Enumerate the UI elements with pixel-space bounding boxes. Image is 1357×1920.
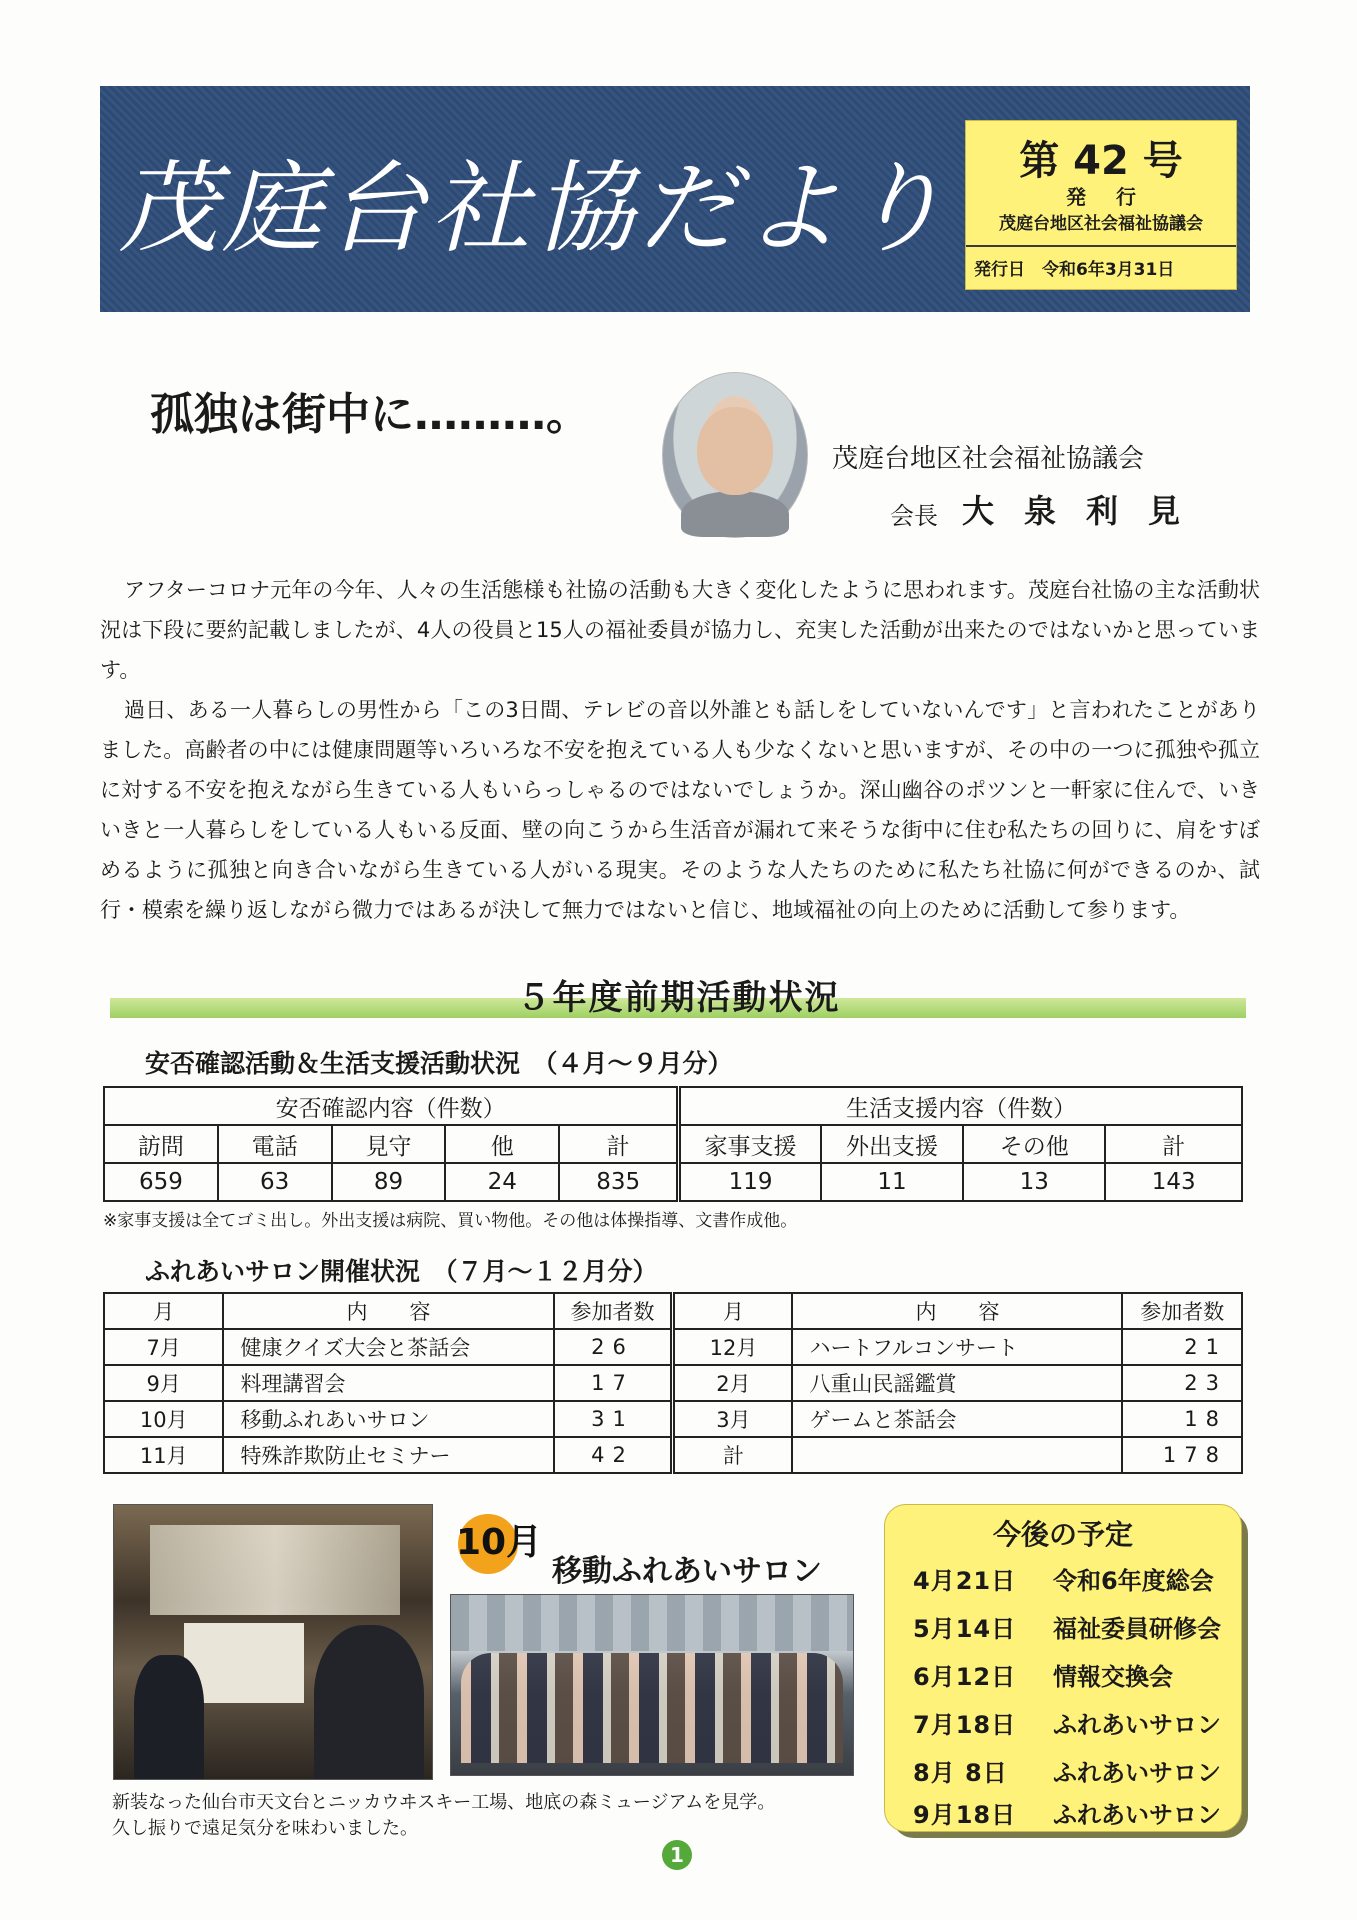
content-cell: 移動ふれあいサロン — [223, 1401, 553, 1437]
page-number: 1 — [662, 1840, 692, 1870]
table-cell: 11 — [821, 1163, 963, 1201]
caption-line: 新装なった仙台市天文台とニッカウヰスキー工場、地底の森ミュージアムを見学。 — [112, 1792, 776, 1813]
group-photo — [450, 1594, 854, 1776]
table-cell: 63 — [218, 1163, 332, 1201]
photo-group — [461, 1653, 843, 1763]
month-badge-label: 10月 — [456, 1522, 543, 1563]
column-header: 計 — [559, 1125, 678, 1163]
table-row — [104, 1437, 1242, 1473]
count-cell: 26 — [554, 1329, 673, 1365]
content-cell: ハートフルコンサート — [792, 1329, 1122, 1365]
column-header: 参加者数 — [1122, 1293, 1242, 1329]
column-header: 外出支援 — [821, 1125, 963, 1163]
schedule-box — [884, 1504, 1242, 1832]
table-row — [104, 1087, 1242, 1125]
column-header: 月 — [104, 1293, 223, 1329]
column-header: 月 — [673, 1293, 792, 1329]
total-count-cell: 178 — [1122, 1437, 1242, 1473]
table-cell: 13 — [963, 1163, 1105, 1201]
photo-caption — [112, 1790, 775, 1842]
portrait-body — [681, 491, 789, 537]
month-cell: 11月 — [104, 1437, 223, 1473]
issue-date: 発行日 令和6年3月31日 — [974, 260, 1175, 280]
month-cell: 12月 — [673, 1329, 792, 1365]
schedule-date: 7月18日 — [913, 1711, 1017, 1739]
schedule-date: 4月21日 — [913, 1567, 1017, 1595]
schedule-event: ふれあいサロン — [1053, 1711, 1221, 1739]
count-cell: 42 — [554, 1437, 673, 1473]
table-cell: 89 — [332, 1163, 446, 1201]
photo-window — [150, 1525, 400, 1615]
month-cell: 7月 — [104, 1329, 223, 1365]
mobile-salon-title: 移動ふれあいサロン — [552, 1554, 822, 1589]
column-header: 参加者数 — [554, 1293, 673, 1329]
schedule-item — [913, 1657, 1173, 1692]
newsletter-title: 茂庭台社協だより — [118, 150, 950, 267]
column-header: 家事支援 — [679, 1125, 821, 1163]
table-row — [104, 1401, 1242, 1437]
month-cell: 9月 — [104, 1365, 223, 1401]
schedule-title: 今後の予定 — [992, 1518, 1133, 1551]
count-cell: 23 — [1122, 1365, 1242, 1401]
table-cell: 659 — [104, 1163, 218, 1201]
schedule-date: 8月 8日 — [913, 1759, 1008, 1787]
count-cell: 31 — [554, 1401, 673, 1437]
schedule-event: 情報交換会 — [1053, 1663, 1173, 1691]
author-organization: 茂庭台地区社会福祉協議会 — [832, 444, 1145, 474]
content-cell: 料理講習会 — [223, 1365, 553, 1401]
column-header: その他 — [963, 1125, 1105, 1163]
publisher-name: 茂庭台地区社会福祉協議会 — [999, 214, 1203, 234]
column-header: 訪問 — [104, 1125, 218, 1163]
issue-number: 第 42 号 — [1019, 138, 1183, 184]
column-header: 電話 — [218, 1125, 332, 1163]
photo-visitor — [134, 1655, 204, 1779]
column-header: 内 容 — [223, 1293, 553, 1329]
table-cell: 24 — [445, 1163, 559, 1201]
schedule-event: 令和6年度総会 — [1053, 1567, 1214, 1595]
article-headline: 孤独は街中に………。 — [150, 389, 590, 440]
column-header: 計 — [1105, 1125, 1242, 1163]
schedule-event: ふれあいサロン — [1053, 1801, 1221, 1829]
author-name: 大泉利見 — [962, 492, 1211, 530]
table-row — [104, 1365, 1242, 1401]
schedule-item — [913, 1561, 1214, 1596]
month-cell: 10月 — [104, 1401, 223, 1437]
table-cell: 143 — [1105, 1163, 1242, 1201]
table-cell: 835 — [559, 1163, 678, 1201]
count-cell: 21 — [1122, 1329, 1242, 1365]
schedule-event: 福祉委員研修会 — [1053, 1615, 1221, 1643]
schedule-date: 9月18日 — [913, 1801, 1017, 1829]
publisher-label: 発行 — [1066, 185, 1166, 209]
table-cell: 119 — [679, 1163, 821, 1201]
safety-table-title: 安否確認活動＆生活支援活動状況 （４月～９月分） — [145, 1049, 733, 1078]
table-footnote: ※家事支援は全てゴミ出し。外出支援は病院、買い物他。その他は体操指導、文書作成他。 — [103, 1211, 798, 1231]
salon-schedule-table — [103, 1292, 1243, 1474]
table-row — [104, 1125, 1242, 1163]
safety-activity-table — [103, 1086, 1243, 1202]
schedule-item — [913, 1795, 1221, 1830]
photo-building — [451, 1595, 853, 1651]
month-cell: 2月 — [673, 1365, 792, 1401]
content-cell — [792, 1437, 1122, 1473]
portrait-face — [697, 407, 773, 495]
total-label-cell: 計 — [673, 1437, 792, 1473]
schedule-item — [913, 1753, 1221, 1788]
section-title: ５年度前期活動状況 — [516, 978, 841, 1018]
issue-info-box — [965, 120, 1237, 290]
president-portrait — [662, 372, 808, 538]
schedule-date: 6月12日 — [913, 1663, 1017, 1691]
article-paragraph-1: アフターコロナ元年の今年、人々の生活態様も社協の活動も大きく変化したように思われます。茂庭台社協の主な活動状況は下段に要約記載しましたが、4人の役員と15人の福祉委員が協力し、充実した活動が出来たのではないかと思っています。 — [100, 578, 1260, 682]
photo-visitor — [314, 1625, 424, 1779]
content-cell: 特殊詐欺防止セミナー — [223, 1437, 553, 1473]
schedule-date: 5月14日 — [913, 1615, 1017, 1643]
table-row — [104, 1163, 1242, 1201]
author-role: 会長 — [890, 502, 938, 530]
issue-divider — [966, 245, 1236, 247]
content-cell: ゲームと茶話会 — [792, 1401, 1122, 1437]
column-header: 内 容 — [792, 1293, 1122, 1329]
salon-table-title: ふれあいサロン開催状況 （７月～１２月分） — [145, 1257, 658, 1286]
group-header-support: 生活支援内容（件数） — [679, 1087, 1242, 1125]
column-header: 見守 — [332, 1125, 446, 1163]
schedule-item — [913, 1609, 1221, 1644]
table-row — [104, 1329, 1242, 1365]
month-cell: 3月 — [673, 1401, 792, 1437]
article-paragraph-2: 過日、ある一人暮らしの男性から「この3日間、テレビの音以外誰とも話しをしていないんです」と言われたことがありました。高齢者の中には健康問題等いろいろな不安を抱えている人も少なくないと思いますが、その中の一つに孤独や孤立に対する不安を抱えながら生きている人もいらっしゃるのではないでしょうか。深山幽谷のポツンと一軒家に住んで、いきいきと一人暮らしをしている人もいる反面、壁の向こうから生活音が漏れて来そうな街中に住む私たちの回りに、肩をすぼめるように孤独と向き合いながら生きている人がいる現実。そのような人たちのために私たち社協に何ができるのか、試行・模索を繰り返しながら微力ではあるが決して無力ではないと信じ、地域福祉の向上のために活動して参ります。 — [100, 698, 1260, 922]
content-cell: 健康クイズ大会と茶話会 — [223, 1329, 553, 1365]
caption-line: 久し振りで遠足気分を味わいました。 — [112, 1818, 418, 1839]
count-cell: 17 — [554, 1365, 673, 1401]
schedule-event: ふれあいサロン — [1053, 1759, 1221, 1787]
table-row — [104, 1293, 1242, 1329]
schedule-item — [913, 1705, 1221, 1740]
column-header: 他 — [445, 1125, 559, 1163]
museum-visit-photo — [113, 1504, 433, 1780]
content-cell: 八重山民謡鑑賞 — [792, 1365, 1122, 1401]
group-header-safety: 安否確認内容（件数） — [104, 1087, 679, 1125]
count-cell: 18 — [1122, 1401, 1242, 1437]
